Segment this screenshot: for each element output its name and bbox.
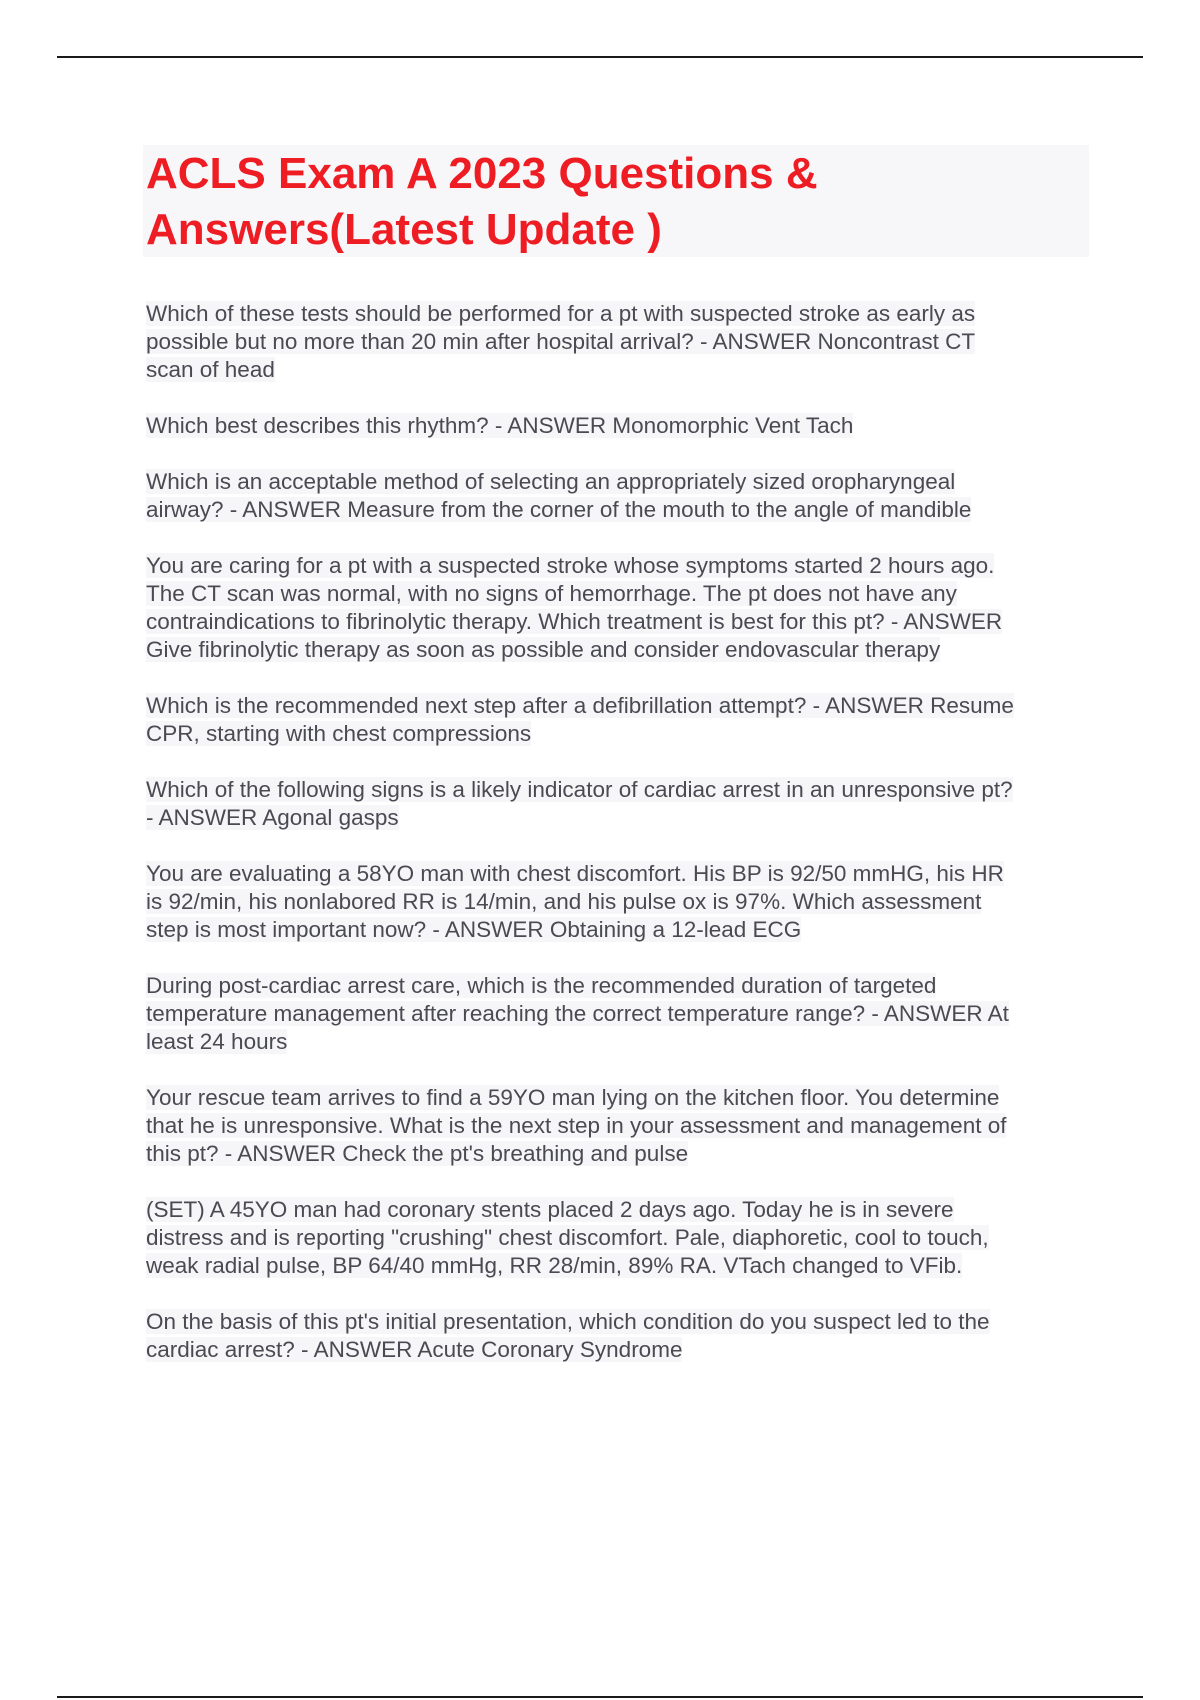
top-rule (57, 56, 1143, 58)
qa-entry (146, 776, 1086, 832)
qa-line-text: scan of head (146, 357, 275, 382)
qa-line (146, 692, 1086, 720)
qa-line-text: is 92/min, his nonlabored RR is 14/min, and his pulse ox is 97%. Which assessment (146, 889, 982, 914)
qa-line-text: Which is an acceptable method of selecting an appropriately sized oropharyngeal (146, 469, 956, 494)
qa-line (146, 888, 1086, 916)
qa-line-text: contraindications to fibrinolytic therapy. Which treatment is best for this pt? - ANSWER (146, 609, 1003, 634)
qa-line-text: weak radial pulse, BP 64/40 mmHg, RR 28/min, 89% RA. VTach changed to VFib. (146, 1253, 963, 1278)
qa-line (146, 1252, 1086, 1280)
qa-line-text: this pt? - ANSWER Check the pt's breathing and pulse (146, 1141, 689, 1166)
document-title (143, 145, 1089, 257)
qa-line-text: distress and is reporting "crushing" chest discomfort. Pale, diaphoretic, cool to touch, (146, 1225, 989, 1250)
qa-line-text: step is most important now? - ANSWER Obtaining a 12-lead ECG (146, 917, 802, 942)
qa-line-text: Which is the recommended next step after a defibrillation attempt? - ANSWER Resume (146, 693, 1014, 718)
qa-line-text: On the basis of this pt's initial presentation, which condition do you suspect led to the (146, 1309, 990, 1334)
qa-line-text: Which best describes this rhythm? - ANSWER Monomorphic Vent Tach (146, 413, 854, 438)
qa-line (146, 552, 1086, 580)
qa-entry (146, 860, 1086, 944)
qa-line-text: Your rescue team arrives to find a 59YO man lying on the kitchen floor. You determine (146, 1085, 1000, 1110)
qa-line (146, 776, 1086, 804)
qa-entry (146, 972, 1086, 1056)
qa-line (146, 1224, 1086, 1252)
qa-line (146, 1140, 1086, 1168)
qa-line (146, 496, 1086, 524)
qa-line (146, 860, 1086, 888)
qa-line-text: - ANSWER Agonal gasps (146, 805, 399, 830)
qa-line (146, 1336, 1086, 1364)
qa-line (146, 412, 1086, 440)
qa-line (146, 720, 1086, 748)
qa-line-text: During post-cardiac arrest care, which is the recommended duration of targeted (146, 973, 937, 998)
qa-line (146, 580, 1086, 608)
qa-entry (146, 468, 1086, 524)
qa-line-text: (SET) A 45YO man had coronary stents placed 2 days ago. Today he is in severe (146, 1197, 954, 1222)
qa-line-text: cardiac arrest? - ANSWER Acute Coronary Syndrome (146, 1337, 683, 1362)
bottom-rule (57, 1696, 1143, 1698)
qa-line (146, 916, 1086, 944)
qa-entry (146, 412, 1086, 440)
qa-line-text: Which of the following signs is a likely indicator of cardiac arrest in an unresponsive pt? (146, 777, 1013, 802)
qa-line (146, 1112, 1086, 1140)
qa-line-text: You are evaluating a 58YO man with chest discomfort. His BP is 92/50 mmHG, his HR (146, 861, 1004, 886)
qa-line-text: CPR, starting with chest compressions (146, 721, 532, 746)
title-line: ACLS Exam A 2023 Questions & (146, 149, 818, 198)
qa-line (146, 804, 1086, 832)
qa-line-text: airway? - ANSWER Measure from the corner of the mouth to the angle of mandible (146, 497, 972, 522)
qa-line-text: The CT scan was normal, with no signs of hemorrhage. The pt does not have any (146, 581, 957, 606)
qa-entry (146, 1196, 1086, 1280)
qa-line (146, 356, 1086, 384)
title-line: Answers(Latest Update ) (146, 205, 662, 254)
qa-entry (146, 692, 1086, 748)
qa-line-text: possible but no more than 20 min after hospital arrival? - ANSWER Noncontrast CT (146, 329, 976, 354)
qa-line-text: least 24 hours (146, 1029, 288, 1054)
qa-entry (146, 1084, 1086, 1168)
qa-list (146, 300, 1086, 1392)
qa-line (146, 328, 1086, 356)
qa-line-text: Which of these tests should be performed for a pt with suspected stroke as early as (146, 301, 976, 326)
qa-line (146, 608, 1086, 636)
qa-line (146, 300, 1086, 328)
qa-line (146, 468, 1086, 496)
qa-line (146, 1196, 1086, 1224)
qa-line (146, 1000, 1086, 1028)
qa-line (146, 1308, 1086, 1336)
qa-line-text: Give fibrinolytic therapy as soon as possible and consider endovascular therapy (146, 637, 941, 662)
qa-line-text: You are caring for a pt with a suspected stroke whose symptoms started 2 hours ago. (146, 553, 995, 578)
qa-entry (146, 300, 1086, 384)
qa-line-text: that he is unresponsive. What is the next step in your assessment and management of (146, 1113, 1007, 1138)
qa-line (146, 972, 1086, 1000)
qa-entry (146, 552, 1086, 664)
qa-line (146, 636, 1086, 664)
qa-line (146, 1084, 1086, 1112)
qa-line-text: temperature management after reaching the correct temperature range? - ANSWER At (146, 1001, 1009, 1026)
qa-line (146, 1028, 1086, 1056)
qa-entry (146, 1308, 1086, 1364)
